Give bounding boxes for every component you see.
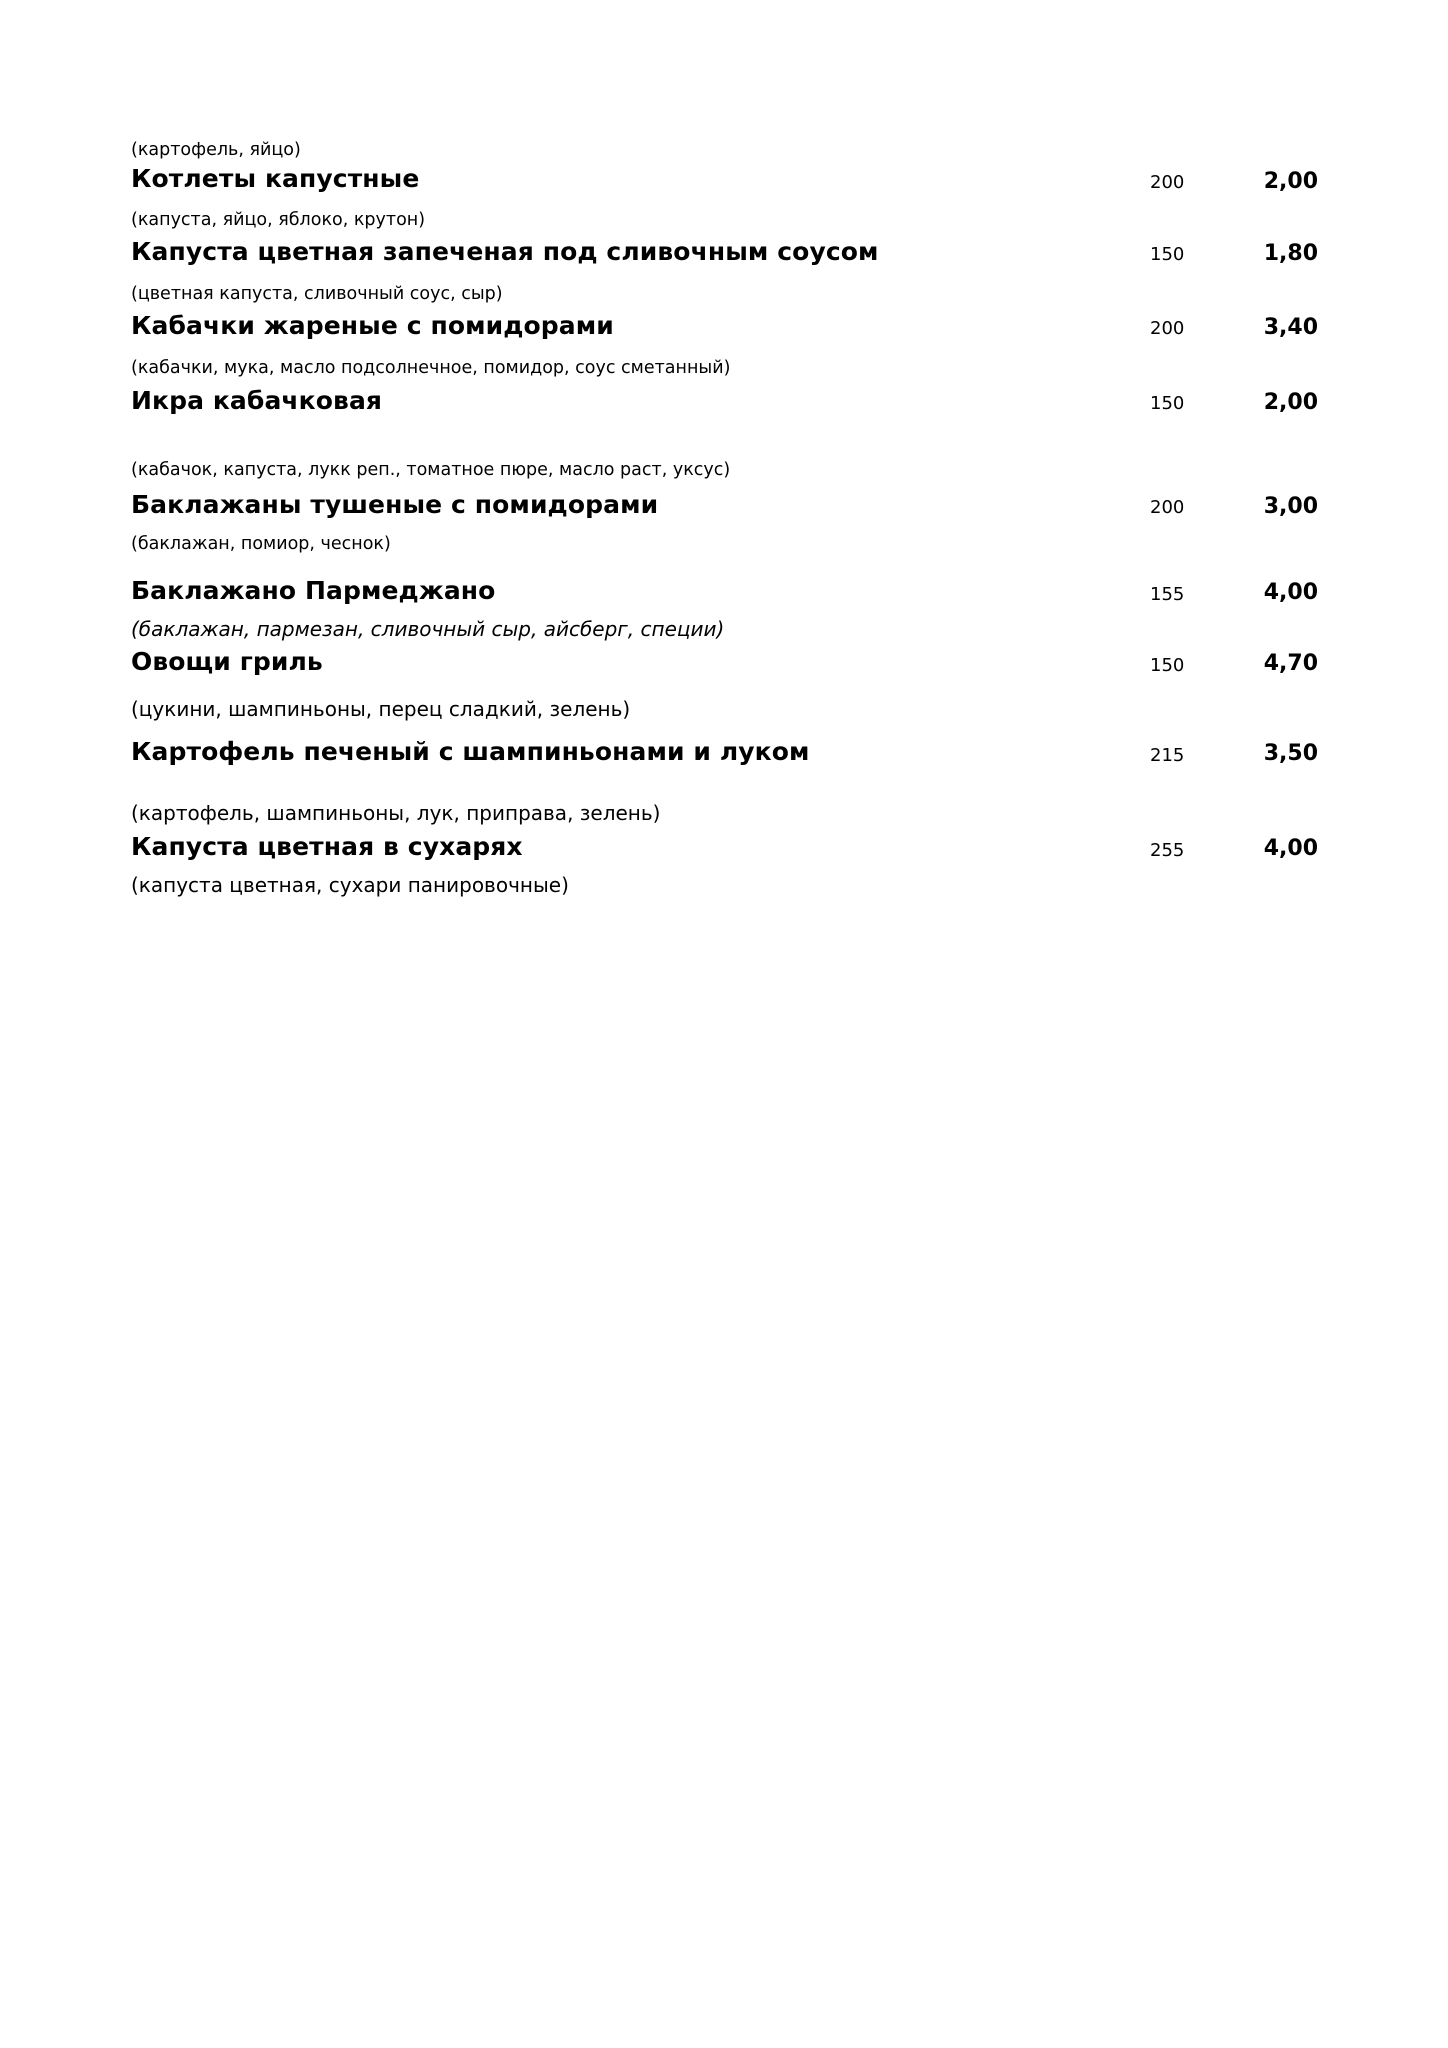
dish-weight: 200: [1150, 318, 1185, 339]
dish-description: (баклажан, пармезан, сливочный сыр, айсберг, специи): [131, 617, 725, 641]
dish-price: 2,00: [1263, 390, 1318, 415]
dish-description: (кабачки, мука, масло подсолнечное, помидор, соус сметанный): [131, 358, 731, 378]
dish-description: (цукини, шампиньоны, перец сладкий, зелень): [131, 697, 631, 721]
dish-name: Икра кабачковая: [131, 386, 383, 415]
dish-weight: 200: [1150, 497, 1185, 518]
dish-price: 2,00: [1263, 169, 1318, 194]
dish-name: Кабачки жареные с помидорами: [131, 311, 614, 340]
dish-price: 4,70: [1263, 651, 1318, 676]
dish-weight: 215: [1150, 745, 1185, 766]
dish-description: (кабачок, капуста, лукк реп., томатное пюре, масло раст, уксус): [131, 460, 731, 480]
dish-description: (капуста, яйцо, яблоко, крутон): [131, 210, 426, 230]
dish-price: 3,50: [1263, 741, 1318, 766]
dish-name: Картофель печеный с шампиньонами и луком: [131, 737, 810, 766]
dish-weight: 200: [1150, 172, 1185, 193]
dish-name: Капуста цветная запеченая под сливочным соусом: [131, 237, 879, 266]
dish-name: Баклажано Пармеджано: [131, 576, 496, 605]
dish-weight: 150: [1150, 244, 1185, 265]
dish-name: Капуста цветная в сухарях: [131, 832, 523, 861]
dish-name: Котлеты капустные: [131, 164, 420, 193]
dish-name: Овощи гриль: [131, 647, 323, 676]
dish-name: Баклажаны тушеные с помидорами: [131, 490, 659, 519]
dish-price: 1,80: [1263, 241, 1318, 266]
dish-description: (цветная капуста, сливочный соус, сыр): [131, 284, 503, 304]
dish-description: (баклажан, помиор, чеснок): [131, 534, 391, 554]
dish-price: 4,00: [1263, 836, 1318, 861]
dish-weight: 150: [1150, 393, 1185, 414]
dish-price: 3,00: [1263, 494, 1318, 519]
dish-description: (картофель, яйцо): [131, 140, 301, 160]
dish-weight: 155: [1150, 584, 1185, 605]
dish-description: (картофель, шампиньоны, лук, приправа, зелень): [131, 801, 661, 825]
dish-price: 4,00: [1263, 580, 1318, 605]
dish-weight: 255: [1150, 840, 1185, 861]
dish-weight: 150: [1150, 655, 1185, 676]
dish-price: 3,40: [1263, 315, 1318, 340]
dish-description: (капуста цветная, сухари панировочные): [131, 873, 569, 897]
